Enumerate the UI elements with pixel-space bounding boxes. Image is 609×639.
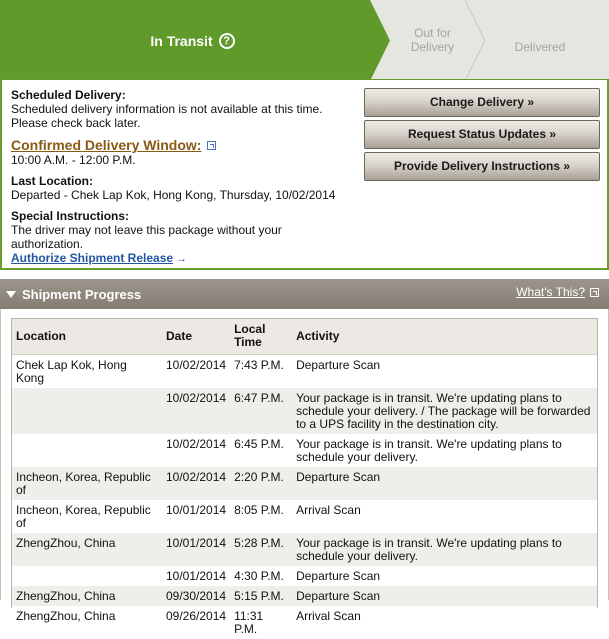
shipment-progress-header[interactable]	[0, 279, 609, 309]
delivery-info	[11, 88, 351, 272]
row-time: 5:15 P.M.	[230, 586, 292, 606]
table-header-row	[12, 319, 597, 354]
row-location: Chek Lap Kok, Hong Kong	[12, 354, 162, 388]
row-location: Incheon, Korea, Republic of	[12, 467, 162, 500]
popup-icon	[590, 288, 599, 297]
row-date: 10/01/2014	[162, 566, 230, 586]
delivery-window-value: 10:00 A.M. - 12:00 P.M.	[11, 153, 136, 167]
row-location	[12, 434, 162, 467]
special-instructions-heading: Special Instructions:	[11, 209, 130, 223]
shipment-progress-title: Shipment Progress	[22, 286, 142, 302]
table-row	[12, 586, 597, 606]
scheduled-delivery-block	[11, 88, 351, 130]
table-row	[12, 354, 597, 388]
shipment-progress-table-frame	[11, 318, 598, 636]
row-time: 5:28 P.M.	[230, 533, 292, 566]
table-row	[12, 467, 597, 500]
provide-delivery-instructions-button[interactable]: Provide Delivery Instructions »	[364, 152, 600, 181]
row-activity: Your package is in transit. We're updating plans to schedule your delivery.	[292, 533, 597, 566]
confirmed-delivery-window-link[interactable]: Confirmed Delivery Window:	[11, 137, 202, 153]
row-location: Incheon, Korea, Republic of	[12, 500, 162, 533]
col-date: Date	[162, 319, 230, 354]
table-row	[12, 500, 597, 533]
shipment-progress-table	[12, 319, 597, 639]
row-location	[12, 388, 162, 434]
row-date: 10/02/2014	[162, 434, 230, 467]
row-activity: Departure Scan	[292, 354, 597, 388]
row-date: 10/01/2014	[162, 500, 230, 533]
col-activity: Activity	[292, 319, 597, 354]
last-location-block	[11, 174, 351, 202]
row-date: 09/26/2014	[162, 606, 230, 639]
change-delivery-button[interactable]: Change Delivery »	[364, 88, 600, 117]
delivery-window-block	[11, 137, 351, 167]
step-out-for-delivery: Out for Delivery	[410, 26, 455, 54]
row-activity: Your package is in transit. We're updating plans to schedule your delivery.	[292, 434, 597, 467]
row-date: 09/30/2014	[162, 586, 230, 606]
row-time: 2:20 P.M.	[230, 467, 292, 500]
arrow-right-icon: →	[176, 253, 188, 265]
last-location-value: Departed - Chek Lap Kok, Hong Kong, Thursday, 10/02/2014	[11, 188, 336, 202]
popup-icon[interactable]	[207, 141, 216, 150]
row-time: 6:47 P.M.	[230, 388, 292, 434]
table-row	[12, 434, 597, 467]
help-icon[interactable]: ?	[219, 33, 235, 49]
col-location: Location	[12, 319, 162, 354]
delivery-details-panel	[0, 80, 609, 270]
special-instructions-block	[11, 209, 351, 265]
special-instructions-text: The driver may not leave this package without your authorization.	[11, 223, 282, 251]
row-location: ZhengZhou, China	[12, 606, 162, 639]
status-banner	[0, 0, 609, 81]
row-date: 10/02/2014	[162, 354, 230, 388]
row-activity: Arrival Scan	[292, 500, 597, 533]
row-time: 11:31 P.M.	[230, 606, 292, 639]
request-status-updates-button[interactable]: Request Status Updates »	[364, 120, 600, 149]
step-in-transit-label: In Transit	[150, 32, 213, 49]
row-date: 10/02/2014	[162, 388, 230, 434]
table-row	[12, 566, 597, 586]
whats-this-link[interactable]	[516, 285, 599, 299]
table-row	[12, 533, 597, 566]
row-location: ZhengZhou, China	[12, 586, 162, 606]
scheduled-delivery-heading: Scheduled Delivery:	[11, 88, 126, 102]
col-local-time: Local Time	[230, 319, 292, 354]
row-date: 10/01/2014	[162, 533, 230, 566]
row-time: 6:45 P.M.	[230, 434, 292, 467]
row-date: 10/02/2014	[162, 467, 230, 500]
step-in-transit	[0, 0, 385, 81]
row-activity: Arrival Scan	[292, 606, 597, 639]
authorize-shipment-release-link[interactable]: Authorize Shipment Release	[11, 251, 174, 265]
collapse-triangle-icon[interactable]	[6, 291, 16, 298]
row-activity: Departure Scan	[292, 467, 597, 500]
scheduled-delivery-text: Scheduled delivery information is not available at this time. Please check back later.	[11, 102, 323, 130]
row-time: 8:05 P.M.	[230, 500, 292, 533]
step-delivered: Delivered	[514, 40, 566, 54]
row-location: ZhengZhou, China	[12, 533, 162, 566]
row-activity: Your package is in transit. We're updating plans to schedule your delivery. / The package will be forwarded to a UPS facility in the destination city.	[292, 388, 597, 434]
row-activity: Departure Scan	[292, 586, 597, 606]
whats-this-label: What's This?	[516, 285, 585, 299]
delivery-actions	[364, 88, 600, 184]
table-row	[12, 388, 597, 434]
last-location-heading: Last Location:	[11, 174, 94, 188]
shipment-progress-body	[0, 309, 609, 636]
table-row	[12, 606, 597, 639]
row-location	[12, 566, 162, 586]
row-time: 4:30 P.M.	[230, 566, 292, 586]
row-time: 7:43 P.M.	[230, 354, 292, 388]
row-activity: Departure Scan	[292, 566, 597, 586]
